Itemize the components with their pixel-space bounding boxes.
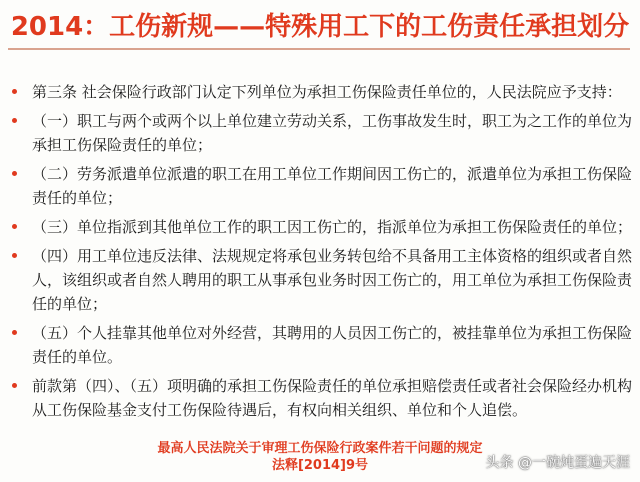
list-item [8, 321, 634, 369]
bullet-icon [12, 89, 17, 94]
list-item [8, 244, 634, 316]
source-citation [110, 440, 530, 474]
bullet-icon [12, 171, 17, 176]
list-item-text: （二）劳务派遣单位派遣的职工在用工单位工作期间因工伤亡的，派遣单位为承担工伤保险责任的单位； [32, 165, 633, 207]
bullet-list [8, 80, 634, 427]
watermark-text: 头条 @一碗炖蛋遍天涯 [485, 455, 630, 471]
bullet-icon [12, 118, 17, 123]
list-item [8, 80, 634, 104]
list-item-text: （一）职工与两个或两个以上单位建立劳动关系，工伤事故发生时，职工为之工作的单位为承担工伤保险责任的单位； [32, 112, 633, 154]
bullet-icon [12, 330, 17, 335]
list-item-text: （四）用工单位违反法律、法规规定将承包业务转包给不具备用工主体资格的组织或者自然人，该组织或者自然人聘用的职工从事承包业务时因工伤亡的，用工单位为承担工伤保险责任的单位； [32, 247, 633, 313]
list-item-text: （五）个人挂靠其他单位对外经营，其聘用的人员因工伤亡的，被挂靠单位为承担工伤保险责任的单位。 [32, 324, 633, 366]
source-line-2: 法释[2014]9号 [271, 458, 369, 473]
list-item [8, 162, 634, 210]
list-item-text: 第三条 社会保险行政部门认定下列单位为承担工伤保险责任单位的，人民法院应予支持： [32, 83, 622, 101]
title-divider [8, 48, 630, 50]
list-item-text: 前款第（四）、（五）项明确的承担工伤保险责任的单位承担赔偿责任或者社会保险经办机构从工伤保险基金支付工伤保险待遇后，有权向相关组织、单位和个人追偿。 [32, 377, 633, 419]
bullet-icon [12, 224, 17, 229]
list-item [8, 215, 634, 239]
list-item [8, 109, 634, 157]
slide-title: 2014：工伤新规——特殊用工下的工伤责任承担划分 [10, 12, 630, 42]
bullet-icon [12, 383, 17, 388]
bullet-icon [12, 253, 17, 258]
source-line-1: 最高人民法院关于审理工伤保险行政案件若干问题的规定 [157, 441, 483, 456]
list-item [8, 374, 634, 422]
list-item-text: （三）单位指派到其他单位工作的职工因工伤亡的，指派单位为承担工伤保险责任的单位； [32, 218, 633, 236]
